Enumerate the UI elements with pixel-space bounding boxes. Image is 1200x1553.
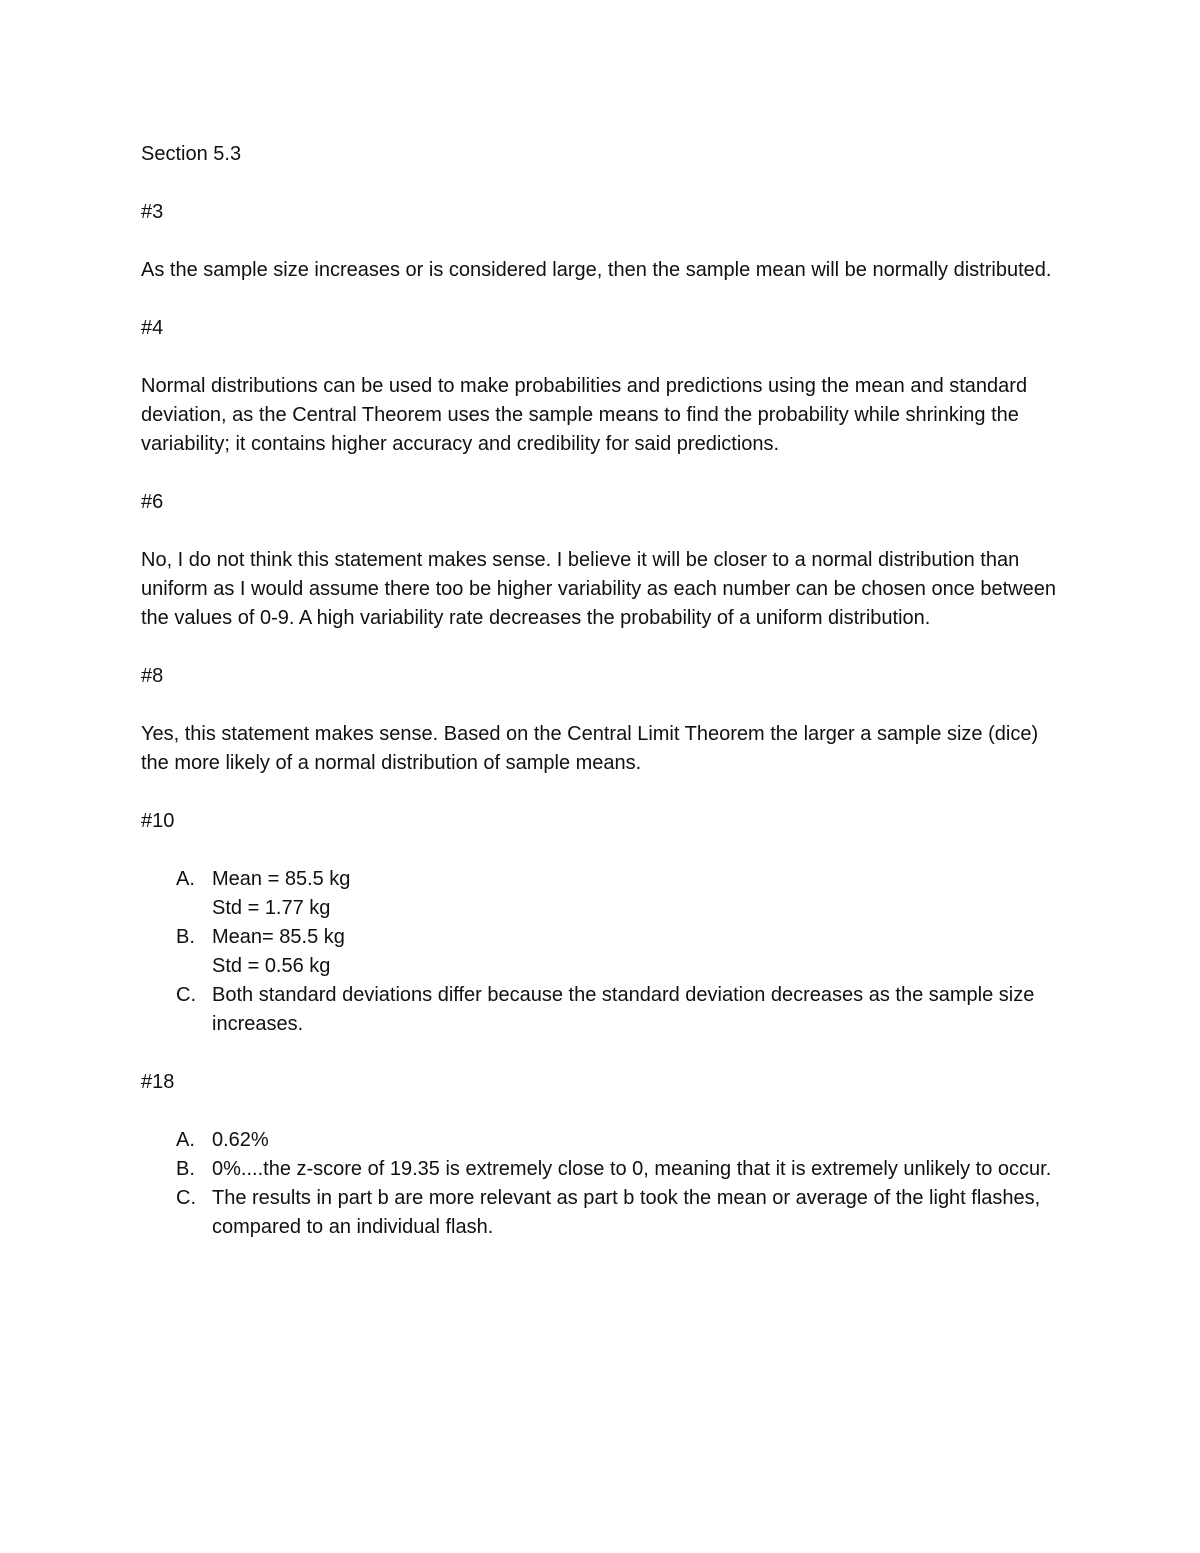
answer-3: As the sample size increases or is considered large, then the sample mean will be normally distributed.	[141, 259, 1052, 281]
list-letter: B.	[176, 926, 195, 948]
list-item-text: Std = 0.56 kg	[212, 955, 331, 977]
list-item-text: Mean= 85.5 kg	[212, 926, 345, 948]
list-item	[141, 1126, 1061, 1155]
question-number-3: #3	[141, 201, 164, 223]
question-number-18: #18	[141, 1071, 175, 1093]
question-number-4: #4	[141, 317, 164, 339]
list-item	[141, 865, 1061, 923]
list-item	[141, 981, 1061, 1039]
document-body	[141, 140, 1061, 1271]
answer-list-10	[141, 865, 1061, 1039]
list-item-text: 0.62%	[212, 1129, 269, 1151]
list-item	[141, 923, 1061, 981]
question-number-8: #8	[141, 665, 164, 687]
question-number-10: #10	[141, 810, 175, 832]
list-letter: A.	[176, 868, 195, 890]
section-title: Section 5.3	[141, 143, 242, 165]
answer-4: Normal distributions can be used to make probabilities and predictions using the mean and standard deviation, as the Central Theorem uses the sample means to find the probability while shrinking the variability; it contains higher accuracy and credibility for said predictions.	[141, 375, 1028, 455]
question-number-6: #6	[141, 491, 164, 513]
list-letter: C.	[176, 984, 196, 1006]
list-item-text: 0%....the z-score of 19.35 is extremely close to 0, meaning that it is extremely unlikely to occur.	[212, 1158, 1052, 1180]
list-item-text: The results in part b are more relevant as part b took the mean or average of the light flashes, compared to an individual flash.	[212, 1187, 1041, 1238]
list-item-text: Std = 1.77 kg	[212, 897, 331, 919]
list-item-text: Both standard deviations differ because the standard deviation decreases as the sample size increases.	[212, 984, 1035, 1035]
list-letter: B.	[176, 1158, 195, 1180]
list-item	[141, 1155, 1061, 1184]
list-letter: A.	[176, 1129, 195, 1151]
answer-8: Yes, this statement makes sense. Based on the Central Limit Theorem the larger a sample size (dice) the more likely of a normal distribution of sample means.	[141, 723, 1039, 774]
answer-6: No, I do not think this statement makes sense. I believe it will be closer to a normal distribution than uniform as I would assume there too be higher variability as each number can be chosen once between the values of 0-9. A high variability rate decreases the probability of a uniform distribution.	[141, 549, 1056, 629]
list-letter: C.	[176, 1187, 196, 1209]
list-item	[141, 1184, 1061, 1242]
answer-list-18	[141, 1126, 1061, 1242]
list-item-text: Mean = 85.5 kg	[212, 868, 351, 890]
